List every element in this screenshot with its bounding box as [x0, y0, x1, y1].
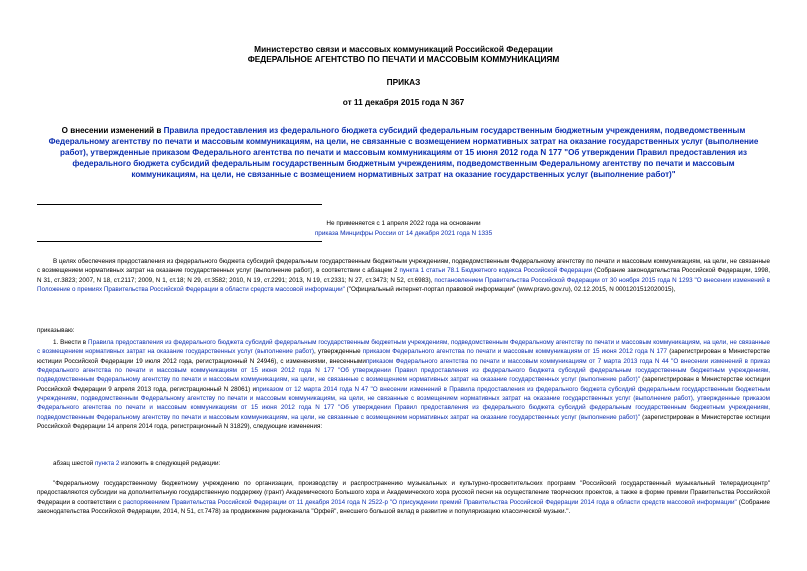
divider-top — [37, 204, 322, 205]
amendment-text-a: абзац шестой — [53, 460, 95, 467]
amendment-text-b: изложить в следующей редакции: — [119, 460, 221, 467]
new-wording-text-b: (Собрание законодательства Российской Федерации, 2014, N 51, ст.7478) за продвижение радиоканала "Орфей", внесшего большой вклад в развитие и популяризацию классической музыки.". — [37, 498, 770, 516]
government-decree-link[interactable]: постановлением Правительства Российской Федерации от 30 ноября 2015 года N 1293 "О внесении изменений в Положение о премиях Правительства Российской Федерации в области средств массовой информации" — [37, 276, 770, 294]
order-44-link[interactable]: приказом Федерального агентства по печати и массовым коммуникациям от 7 марта 2013 года N 44 "О внесении изменений в приказ Федерального агентства по печати и массовым коммуникациям от 15 июня 2012 года N 177 "Об утверждении Правил предоставления из федерального бюджета субсидий федеральным государственным бюджетным учреждениям, подведомственным Федеральному агентству по печати и массовым коммуникациям, на цели, не связанные с возмещением нормативных затрат на оказание государственных услуг (выполнение работ)" — [37, 357, 770, 384]
title-rules-link[interactable]: Правила предоставления из федерального бюджета субсидий федеральным государственным бюджетным учреждениям, подведомственным Федеральному агентству по печати и массовым коммуникациям, на цели, не связанные с возмещением нормативных затрат на оказание государственных услуг (выполнение работ), утвержденные приказом Федерального агентства по печати и массовым коммуникациям от 15 июня 2012 года N 177 "Об утверждении Правил предоставления из федерального бюджета субсидий федеральным государственным бюджетным учреждениям, подведомственным Федеральному агентству по печати и массовым коммуникациям, на цели, не связанные с возмещением нормативных затрат на оказание государственных услуг (выполнение работ)" — [48, 126, 759, 179]
paragraph-new-wording — [37, 479, 770, 516]
validity-note: Не применяется с 1 апреля 2022 года на основании — [326, 220, 481, 227]
rules-link[interactable]: Правила предоставления из федерального бюджета субсидий федеральным государственным бюджетным учреждениям, подведомственным Федеральному агентству по печати и массовым коммуникациям, на цели, не связанные с возмещением нормативных затрат на оказание государственных услуг (выполнение работ) — [37, 339, 770, 356]
new-wording-text-a: "Федеральному государственному бюджетному учреждению по организации, производству и распространению музыкальных и культурно-просветительских программ "Российский государственный музыкальный телерадиоцентр" предоставляются субсидии на дополнительную государственную поддержку (грант) Академического Большого хора и Академического хора русской песни на осуществление творческих проектов, а также в форме премии Правительства Российской Федерации в соответствии с — [37, 480, 770, 506]
paragraph-item-1 — [37, 338, 770, 431]
agency-name: ФЕДЕРАЛЬНОЕ АГЕНТСТВО ПО ПЕЧАТИ И МАССОВЫМ КОММУНИКАЦИЯМ — [247, 54, 560, 64]
order-177-link[interactable]: приказом Федерального агентства по печати и массовым коммуникациям от 15 июня 2012 года N 177 — [362, 348, 668, 356]
item1-text-b: , утвержденные — [314, 348, 363, 356]
item1-text-c: (зарегистрирован в Министерстве юстиции Российской Федерации 19 июля 2012 года, регистрационный N 24946), с изменениями, внесенными — [37, 348, 770, 365]
paragraph-preamble — [37, 257, 770, 294]
order-mintsifry-link[interactable]: приказа Минцифры России от 14 декабря 2021 года N 1335 — [314, 230, 493, 237]
clause-2-link[interactable]: пункта 2 — [95, 460, 120, 467]
document-date-number: от 11 декабря 2015 года N 367 — [342, 97, 465, 107]
ministry-name: Министерство связи и массовых коммуникаций Российской Федерации — [254, 44, 553, 54]
document-title — [40, 126, 767, 181]
document-type: ПРИКАЗ — [386, 77, 421, 87]
budget-code-link[interactable]: пункта 1 статьи 78.1 Бюджетного кодекса Российской Федерации — [399, 267, 593, 275]
paragraph-amendment — [37, 459, 770, 468]
preamble-text-b: (Собрание законодательства Российской Федерации, 1998, N 31, ст.3823; 2007, N 18, ст.2117; 2009, N 1, ст.18; N 29, ст.3582; 2010, N 19, ст.2291; 2013, N 19, ст.2331; N 27, ст.3473; N 52, ст.6983), — [37, 267, 770, 284]
order-47-link[interactable]: приказом от 12 марта 2014 года N 47 "О внесении изменений в Правила предоставления из федерального бюджета субсидий федеральным государственным бюджетным учреждениям, подведомственным Федеральному агентству по печати и массовым коммуникациям, на цели, не связанные с возмещением нормативных затрат на оказание государственных услуг (выполнение работ), утвержденные приказом Федерального агентства по печати и массовым коммуникациям от 15 июня 2012 года N 177 "Об утверждении Правил предоставления из федерального бюджета субсидий федеральным государственным бюджетным учреждениям, подведомственным Федеральному агентству по печати и массовым коммуникациям, на цели, не связанные с возмещением нормативных затрат на оказание государственных услуг (выполнение работ)" — [37, 385, 770, 421]
title-prefix: О внесении изменений в — [61, 126, 164, 135]
preamble-text-c: ("Официальный интернет-портал правовой информации" (www.pravo.gov.ru), 02.12.2015, N 0001201512020015), — [344, 286, 676, 294]
item1-text-a: 1. Внести в — [53, 339, 89, 346]
item1-text-d: (зарегистрирован в Министерстве юстиции Российской Федерации 9 апреля 2013 года, регистрационный N 28061) и — [37, 376, 771, 393]
paragraph-order: приказываю: — [37, 327, 75, 334]
preamble-text-a: В целях обеспечения предоставления из федерального бюджета субсидий федеральным государственным бюджетным учреждениям, подведомственным Федеральному агентству по печати и массовым коммуникациям, на цели, не связанные с возмещением нормативных затрат на оказание государственных услуг (выполнение работ), в соответствии с абзацем 2 — [37, 258, 770, 275]
decree-2522-link[interactable]: распоряжением Правительства Российской Федерации от 11 декабря 2014 года N 2522-р "О присуждении премий Правительства Российской Федерации 2014 года в области средств массовой информации" — [123, 498, 737, 506]
divider-bottom — [37, 241, 322, 242]
item1-text-e: (зарегистрирован в Министерстве юстиции Российской Федерации 14 апреля 2014 года, регистрационный N 31829), следующие изменения: — [37, 413, 771, 431]
validity-note-link-line — [0, 229, 807, 238]
